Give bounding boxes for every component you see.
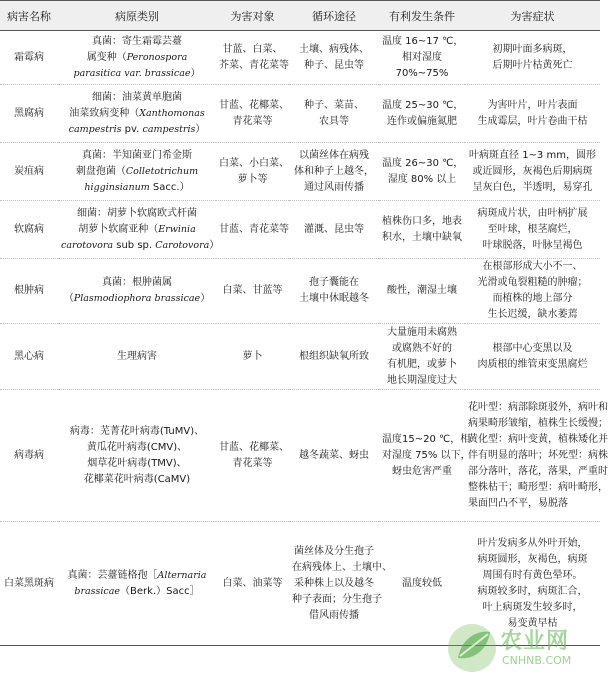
cell-conditions xyxy=(379,85,465,143)
pathogen-line xyxy=(61,90,213,106)
pathogen-line xyxy=(61,106,213,122)
cycle-line: 采种株上以及越冬 xyxy=(294,577,374,589)
cell-disease-name xyxy=(0,143,58,201)
symptoms-line: 病斑较多时，病斑汇合， xyxy=(477,585,588,597)
symptoms-line: 至叶球，根茎腐烂， xyxy=(487,223,578,235)
pathogen-text: 细菌：油菜黄单胞菌 xyxy=(92,91,182,103)
cell-conditions xyxy=(379,31,465,85)
symptoms-line: 后期叶片枯黄死亡 xyxy=(492,59,573,71)
conditions-line: 连作或偏施氮肥 xyxy=(387,115,457,127)
cell-cycle xyxy=(289,522,392,646)
conditions-line: 70%~75% xyxy=(395,67,449,79)
hosts-line: 萝卜等 xyxy=(237,173,268,185)
cell-conditions xyxy=(379,201,465,259)
symptoms-line: 整株枯干；畸形型：病叶畸形， xyxy=(468,481,608,493)
header-disease-name: 病害名称 xyxy=(0,1,58,31)
cell-disease-name xyxy=(0,31,58,85)
symptoms-line: 周围有时有黄色晕环。 xyxy=(482,569,583,581)
conditions-line: 湿度 80% 以上 xyxy=(387,173,457,185)
pathogen-line xyxy=(61,456,213,472)
latin-name-text: Plasmodiophora brassicae xyxy=(73,293,201,304)
pathogen-line xyxy=(61,50,213,66)
cell-symptoms xyxy=(465,522,600,646)
table-body xyxy=(0,31,608,646)
cell-disease-name xyxy=(0,522,58,646)
cycle-line: 土壤、病残体、 xyxy=(299,43,369,55)
pathogen-text: pv. xyxy=(121,123,143,135)
latin-name-text: Peronospora xyxy=(126,51,188,63)
cycle-line: 土壤中休眠越冬 xyxy=(299,293,369,304)
pathogen-text: ） xyxy=(190,67,201,79)
pathogen-text: 生理病害 xyxy=(117,350,157,362)
cell-pathogen xyxy=(58,522,216,646)
disease-name: 根肿病 xyxy=(14,285,44,296)
disease-name: 炭疽病 xyxy=(14,165,44,177)
cell-disease-name xyxy=(0,259,58,324)
symptoms-line: 叶球脱落，叶脉呈褐色 xyxy=(482,239,583,251)
conditions-line: 积水，土壤中缺氧 xyxy=(382,231,462,243)
cycle-line: 以菌丝体在病残 xyxy=(299,149,369,161)
symptoms-line: 为害叶片，叶片表面 xyxy=(487,99,578,111)
conditions-line: 植株伤口多，地表 xyxy=(382,215,462,227)
symptoms-line: 伴有明显的落叶；坏死型：病株 xyxy=(468,449,608,461)
conditions-line: 或腐熟不好的 xyxy=(392,342,452,354)
cell-pathogen xyxy=(58,201,220,259)
cell-cycle xyxy=(289,259,379,324)
pathogen-line xyxy=(61,180,213,196)
cycle-line: 越冬蔬菜、蚜虫 xyxy=(299,449,369,461)
conditions-line: 地长期湿度过大 xyxy=(387,374,457,386)
pathogen-text: ） xyxy=(209,239,220,251)
cycle-line: 借风雨传播 xyxy=(309,609,359,621)
pathogen-text: ） xyxy=(200,293,211,304)
disease-name: 黑腐病 xyxy=(14,107,44,119)
table-header-row xyxy=(0,1,600,31)
cell-symptoms xyxy=(465,259,600,324)
pathogen-line xyxy=(61,238,220,254)
cell-symptoms xyxy=(465,390,608,522)
conditions-line: 温度 16~17 ℃， xyxy=(382,35,464,47)
watermark-text: 农业网 xyxy=(500,629,570,654)
cell-hosts xyxy=(216,31,289,85)
header-conditions: 有利发生条件 xyxy=(379,1,465,31)
pathogen-line xyxy=(61,122,213,138)
table-row xyxy=(0,85,600,143)
latin-name-text: Alternaria xyxy=(157,569,207,581)
conditions-line: 大量施用未腐熟 xyxy=(387,326,457,338)
symptoms-line: 而植株的地上部分 xyxy=(492,293,573,304)
hosts-line: 甘蓝、白菜、 xyxy=(222,43,283,55)
pathogen-line xyxy=(61,222,213,238)
pathogen-line xyxy=(61,66,213,82)
symptoms-line: 光滑或龟裂粗糙的肿瘤； xyxy=(477,277,588,288)
conditions-line: 有机肥，或萝卜 xyxy=(387,358,457,370)
table-row xyxy=(0,31,600,85)
cell-cycle xyxy=(289,390,379,522)
pathogen-line xyxy=(61,424,213,440)
symptoms-line: 花叶型：病部除斑驳外，病叶和 xyxy=(468,401,608,413)
latin-name-text: parasitica var. brassicae xyxy=(73,67,191,79)
symptoms-line: 叶病斑直径 1~3 mm，圆形 xyxy=(469,149,596,161)
cell-pathogen xyxy=(58,324,216,390)
pathogen-text: Sacc.） xyxy=(149,181,190,193)
disease-name: 白菜黑斑病 xyxy=(4,577,54,589)
cycle-line: 菌丝体及分生孢子 xyxy=(294,545,374,557)
latin-name-text: carotovora xyxy=(61,239,114,251)
pathogen-text: 真菌：根肿菌属 xyxy=(102,277,172,288)
cell-cycle xyxy=(289,31,379,85)
pathogen-text: 烟草花叶病毒(TMV)、 xyxy=(87,457,187,469)
pathogen-text: 真菌：寄生霜霉芸薹 xyxy=(92,35,182,47)
pathogen-text: 属变种（ xyxy=(86,51,127,63)
pathogen-line xyxy=(61,584,213,600)
disease-name: 病毒病 xyxy=(14,449,44,461)
cell-disease-name xyxy=(0,201,58,259)
conditions-line: 酸性，潮湿土壤 xyxy=(387,285,457,296)
cycle-line: 种子、昆虫等 xyxy=(304,59,364,71)
cycle-line: 孢子囊能在 xyxy=(309,277,359,288)
cell-conditions xyxy=(379,259,465,324)
hosts-line: 青花菜等 xyxy=(232,457,273,469)
pathogen-line xyxy=(61,349,213,365)
disease-name: 黑心病 xyxy=(14,350,44,362)
pathogen-text: 细菌：胡萝卜软腐欧式杆菌 xyxy=(77,207,197,219)
latin-name-text: Erwinia xyxy=(158,223,196,235)
cycle-line: 通过风雨传播 xyxy=(304,181,364,193)
symptoms-line: 叶上病斑发生较多时， xyxy=(482,601,583,613)
cell-pathogen xyxy=(58,143,216,201)
pathogen-text: 黄瓜花叶病毒(CMV)、 xyxy=(86,441,188,453)
latin-name-text: higginsianum xyxy=(84,181,150,193)
pathogen-text: 真菌：芸薹链格孢［ xyxy=(67,569,158,581)
pathogen-text: 花椰菜花叶病毒(CaMV) xyxy=(83,473,191,485)
cell-symptoms xyxy=(465,31,600,85)
cell-cycle xyxy=(289,85,379,143)
hosts-line: 白菜、甘蓝等 xyxy=(222,285,283,296)
conditions-line: 温度 26~30 ℃， xyxy=(382,157,464,169)
header-hosts: 为害对象 xyxy=(216,1,289,31)
cell-cycle xyxy=(289,143,379,201)
disease-name: 软腐病 xyxy=(14,223,44,235)
hosts-line: 萝卜 xyxy=(242,350,263,362)
cell-cycle xyxy=(289,201,379,259)
table-row xyxy=(0,324,600,390)
hosts-line: 白菜、小白菜、 xyxy=(219,157,289,169)
symptoms-line: 叶片发病多从外叶开始， xyxy=(477,537,588,549)
hosts-line: 甘蓝、花椰菜、 xyxy=(219,99,289,111)
cycle-line: 农具等 xyxy=(319,115,349,127)
hosts-line: 白菜、油菜等 xyxy=(222,577,283,589)
symptoms-line: 呈灰白色，半透明，易穿孔 xyxy=(472,181,593,193)
pathogen-text: （Berk.）Sacc］ xyxy=(120,585,200,597)
symptoms-line: 或近圆形，灰褐色后期病斑 xyxy=(472,165,593,177)
cell-hosts xyxy=(216,324,289,390)
symptoms-line: 黄化型：病叶变黄，植株矮化并 xyxy=(468,433,608,445)
hosts-line: 青花菜等 xyxy=(232,115,273,127)
cell-hosts xyxy=(216,85,289,143)
pathogen-text: 刺盘孢菌（ xyxy=(75,165,126,177)
pathogen-text: 胡萝卜软腐亚种（ xyxy=(78,223,159,235)
pathogen-text: ） xyxy=(195,123,206,135)
header-cycle: 循环途径 xyxy=(289,1,379,31)
pathogen-text: 真菌：半知菌亚门希金斯 xyxy=(82,149,192,161)
symptoms-line: 易变黄早枯 xyxy=(507,617,558,629)
symptoms-line: 肉质根的维管束变黑腐烂 xyxy=(477,358,588,370)
cycle-line: 种子表面；分生孢子 xyxy=(292,593,382,605)
cell-pathogen xyxy=(58,390,216,522)
symptoms-line: 病斑成片状，由叶柄扩展 xyxy=(477,207,588,219)
cell-symptoms xyxy=(465,324,600,390)
table-row xyxy=(0,259,600,324)
pathogen-line xyxy=(61,34,213,50)
cell-disease-name xyxy=(0,390,58,522)
cell-conditions xyxy=(379,143,465,201)
latin-name-text: campestris xyxy=(68,123,122,135)
pathogen-line xyxy=(61,275,213,291)
symptoms-line: 果面凹凸不平，易脱落 xyxy=(468,497,568,509)
cell-hosts xyxy=(216,201,289,259)
pathogen-line xyxy=(61,472,213,488)
latin-name-text: campestris xyxy=(142,123,196,135)
conditions-line: 温度较低 xyxy=(402,577,442,589)
disease-name: 霜霉病 xyxy=(14,51,44,63)
cell-conditions xyxy=(379,390,471,522)
symptoms-line: 生长迟缓，缺水萎蔫 xyxy=(487,309,578,320)
cell-disease-name xyxy=(0,85,58,143)
cycle-line: 根组织缺氧所致 xyxy=(299,350,369,362)
pathogen-text: 病毒：芜菁花叶病毒(TuMV)、 xyxy=(69,425,205,437)
cycle-line: 灌溉、昆虫等 xyxy=(304,223,364,235)
cell-symptoms xyxy=(465,143,600,201)
cell-conditions xyxy=(379,324,465,390)
cell-hosts xyxy=(216,522,289,646)
cycle-line: 在病残体上、土壤中、 xyxy=(292,561,392,573)
latin-name-text: Carotovora xyxy=(155,239,210,251)
table-row xyxy=(0,201,600,259)
conditions-line: 对湿度 75% 以下， xyxy=(382,449,471,461)
cell-cycle xyxy=(289,324,379,390)
symptoms-line: 根部中心变黑以及 xyxy=(492,342,573,354)
cell-symptoms xyxy=(465,85,600,143)
latin-name-text: brassicae xyxy=(74,585,121,597)
pathogen-text: sub sp. xyxy=(113,239,156,251)
latin-name-text: Colletotrichum xyxy=(125,165,199,177)
header-pathogen: 病原类别 xyxy=(58,1,216,31)
pathogen-line xyxy=(61,164,213,180)
hosts-line: 甘蓝、花椰菜、 xyxy=(219,441,289,453)
cell-pathogen xyxy=(58,259,216,324)
header-symptoms: 为害症状 xyxy=(465,1,600,31)
cycle-line: 种子、菜苗、 xyxy=(304,99,364,111)
symptoms-line: 部分落叶，落花，落果，严重时 xyxy=(468,465,608,477)
cell-disease-name xyxy=(0,324,58,390)
pathogen-line xyxy=(61,206,213,222)
cell-hosts xyxy=(216,259,289,324)
symptoms-line: 生成霉层，叶片卷曲干枯 xyxy=(477,115,588,127)
table-row xyxy=(0,390,600,522)
cell-pathogen xyxy=(58,85,216,143)
pathogen-line xyxy=(61,440,213,456)
table-row xyxy=(0,143,600,201)
cell-hosts xyxy=(216,390,289,522)
hosts-line: 芥菜、青花菜等 xyxy=(219,59,289,71)
pathogen-line xyxy=(61,148,213,164)
conditions-line: 温度 25~30 ℃， xyxy=(382,99,464,111)
cycle-line: 体和种子上越冬， xyxy=(294,165,374,177)
symptoms-line: 在根部形成大小不一、 xyxy=(482,261,583,272)
pathogen-text: （ xyxy=(63,293,74,304)
cell-symptoms xyxy=(465,201,600,259)
pathogen-line xyxy=(61,568,213,584)
cell-hosts xyxy=(216,143,289,201)
conditions-line: 温度15~20 ℃，相 xyxy=(382,433,471,445)
table-row xyxy=(0,522,600,646)
conditions-line: 相对湿度 xyxy=(402,51,442,63)
pathogen-line xyxy=(61,291,213,307)
cell-conditions xyxy=(379,522,465,646)
latin-name-text: Xanthomonas xyxy=(139,107,205,119)
symptoms-line: 病果畸形皱缩，植株生长缓慢； xyxy=(468,417,608,429)
conditions-line: 蚜虫危害严重 xyxy=(392,465,452,477)
hosts-line: 甘蓝、青花菜等 xyxy=(219,223,289,235)
symptoms-line: 病斑圆形，灰褐色，病斑 xyxy=(477,553,588,565)
symptoms-line: 初期叶面多病斑， xyxy=(492,43,573,55)
watermark-url: CNHNB.COM xyxy=(502,654,572,667)
cell-pathogen xyxy=(58,31,216,85)
pathogen-text: 油菜致病变种（ xyxy=(69,107,140,119)
